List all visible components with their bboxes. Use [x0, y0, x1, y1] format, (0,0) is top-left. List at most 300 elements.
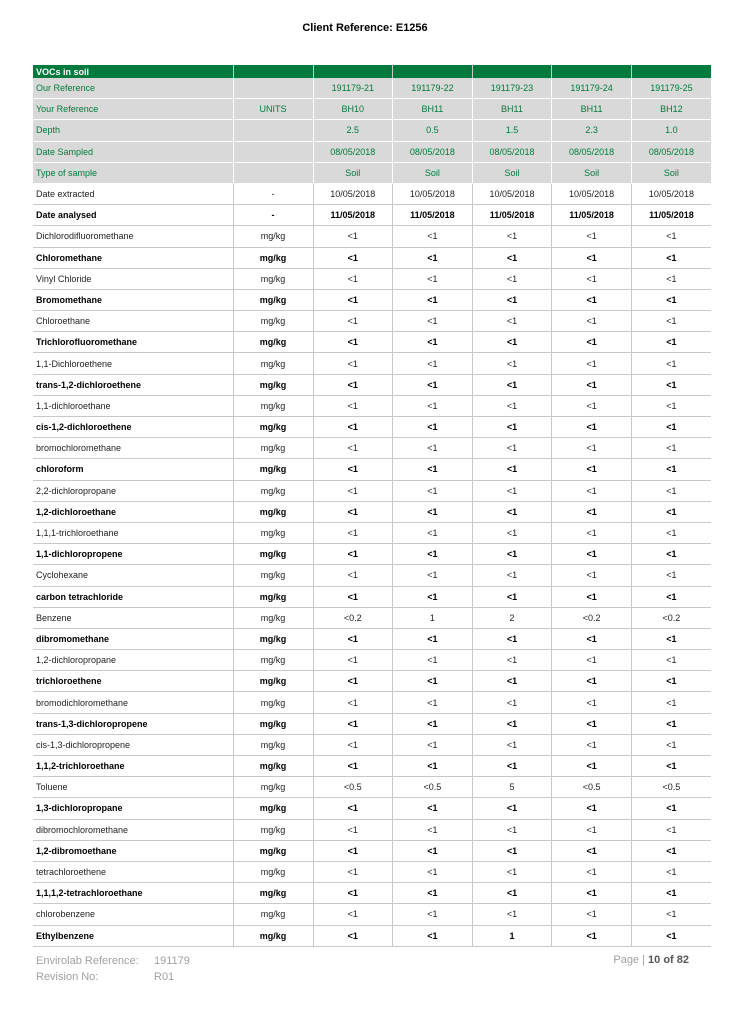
sample-value: 191179-21: [313, 78, 393, 99]
row-units: [233, 162, 313, 183]
sample-value: <1: [552, 713, 632, 734]
sample-value: <1: [313, 904, 393, 925]
sample-value: <1: [631, 438, 711, 459]
sample-value: <1: [393, 692, 473, 713]
sample-value: 2.5: [313, 120, 393, 141]
sample-value: 0.5: [393, 120, 473, 141]
sample-value: <1: [393, 459, 473, 480]
sample-value: <1: [472, 904, 552, 925]
sample-value: <1: [631, 692, 711, 713]
sample-value: <1: [313, 353, 393, 374]
sample-value: <1: [472, 332, 552, 353]
sample-value: <1: [472, 395, 552, 416]
sample-value: <1: [631, 713, 711, 734]
row-units: mg/kg: [233, 840, 313, 861]
sample-value: Soil: [313, 162, 393, 183]
row-units: mg/kg: [233, 395, 313, 416]
table-row: [33, 883, 711, 904]
row-label: Chloromethane: [33, 247, 233, 268]
sample-value: <1: [393, 671, 473, 692]
sample-value: <1: [393, 311, 473, 332]
sample-value: <1: [631, 671, 711, 692]
sample-value: <1: [552, 522, 632, 543]
table-row: [33, 628, 711, 649]
table-row: [33, 544, 711, 565]
row-units: mg/kg: [233, 713, 313, 734]
row-label: Cyclohexane: [33, 565, 233, 586]
sample-value: <1: [552, 650, 632, 671]
sample-value: 08/05/2018: [631, 141, 711, 162]
table-row: [33, 226, 711, 247]
sample-value: <1: [393, 417, 473, 438]
section-title: VOCs in soil: [33, 65, 233, 78]
table-row: [33, 268, 711, 289]
sample-value: 1: [393, 607, 473, 628]
sample-value: <1: [552, 819, 632, 840]
sample-value: 2: [472, 607, 552, 628]
sample-value: <0.2: [313, 607, 393, 628]
row-units: mg/kg: [233, 353, 313, 374]
row-units: mg/kg: [233, 268, 313, 289]
sample-value: <1: [313, 417, 393, 438]
table-row: [33, 459, 711, 480]
table-row: [33, 332, 711, 353]
sample-value: <1: [552, 586, 632, 607]
sample-value: <1: [313, 628, 393, 649]
sample-value: <1: [631, 459, 711, 480]
sample-value: 1.0: [631, 120, 711, 141]
table-row: [33, 777, 711, 798]
table-row: [33, 713, 711, 734]
row-label: Chloroethane: [33, 311, 233, 332]
sample-value: <1: [313, 650, 393, 671]
row-units: mg/kg: [233, 565, 313, 586]
table-row: [33, 289, 711, 310]
sample-value: <1: [393, 565, 473, 586]
row-label: Vinyl Chloride: [33, 268, 233, 289]
table-row: [33, 438, 711, 459]
sample-value: <1: [313, 226, 393, 247]
sample-value: <1: [393, 268, 473, 289]
sample-value: <1: [631, 268, 711, 289]
row-label: 1,2-dibromoethane: [33, 840, 233, 861]
header-row: [33, 99, 711, 120]
row-units: mg/kg: [233, 650, 313, 671]
sample-value: <1: [552, 311, 632, 332]
table-row: [33, 417, 711, 438]
sample-value: 5: [472, 777, 552, 798]
sample-value: <1: [552, 395, 632, 416]
row-label: 1,1-Dichloroethene: [33, 353, 233, 374]
table-row: [33, 183, 711, 204]
table-row: [33, 734, 711, 755]
row-label: Bromomethane: [33, 289, 233, 310]
row-units: mg/kg: [233, 819, 313, 840]
sample-value: <1: [313, 692, 393, 713]
row-label: trans-1,3-dichloropropene: [33, 713, 233, 734]
row-label: bromochloromethane: [33, 438, 233, 459]
row-units: mg/kg: [233, 247, 313, 268]
sample-value: <1: [472, 692, 552, 713]
row-units: mg/kg: [233, 459, 313, 480]
row-units: mg/kg: [233, 883, 313, 904]
sample-value: <1: [552, 289, 632, 310]
sample-value: <1: [631, 650, 711, 671]
row-units: [233, 120, 313, 141]
sample-value: <1: [472, 544, 552, 565]
row-label: trichloroethene: [33, 671, 233, 692]
table-row: [33, 586, 711, 607]
sample-value: <0.5: [393, 777, 473, 798]
revision-line: [36, 969, 190, 985]
sample-value: <1: [313, 883, 393, 904]
sample-value: BH12: [631, 99, 711, 120]
row-label: dibromochloromethane: [33, 819, 233, 840]
sample-value: <1: [313, 861, 393, 882]
results-table: [33, 65, 711, 947]
sample-value: <1: [472, 565, 552, 586]
sample-value: 08/05/2018: [472, 141, 552, 162]
table-row: [33, 395, 711, 416]
sample-value: <1: [631, 628, 711, 649]
sample-value: <1: [631, 798, 711, 819]
sample-value: <1: [631, 480, 711, 501]
sample-value: <1: [631, 861, 711, 882]
row-label: bromodichloromethane: [33, 692, 233, 713]
sample-value: <1: [472, 734, 552, 755]
sample-value: <1: [313, 734, 393, 755]
sample-value: 10/05/2018: [313, 183, 393, 204]
sample-value: <1: [552, 226, 632, 247]
sample-value: <1: [631, 904, 711, 925]
row-label: Ethylbenzene: [33, 925, 233, 946]
sample-value: <1: [631, 819, 711, 840]
sample-value: <1: [552, 925, 632, 946]
sample-value: <1: [313, 671, 393, 692]
row-units: mg/kg: [233, 522, 313, 543]
sample-value: <1: [552, 501, 632, 522]
sample-value: <1: [313, 713, 393, 734]
sample-value: <1: [472, 819, 552, 840]
row-units: mg/kg: [233, 756, 313, 777]
sample-value: <1: [552, 692, 632, 713]
sample-value: <1: [631, 395, 711, 416]
row-units: mg/kg: [233, 861, 313, 882]
sample-value: <0.5: [552, 777, 632, 798]
client-reference: Client Reference: E1256: [302, 22, 428, 34]
sample-value: <1: [631, 353, 711, 374]
table-row: [33, 247, 711, 268]
sample-value: <1: [552, 861, 632, 882]
sample-value: <1: [472, 501, 552, 522]
sample-value: <1: [552, 438, 632, 459]
results-table-body: [33, 65, 711, 946]
sample-value: <1: [393, 861, 473, 882]
sample-value: <1: [472, 353, 552, 374]
row-label: Type of sample: [33, 162, 233, 183]
sample-value: <1: [313, 798, 393, 819]
sample-value: <1: [472, 522, 552, 543]
sample-value: <1: [552, 247, 632, 268]
sample-value: <1: [631, 374, 711, 395]
revision-label: Revision No:: [36, 971, 99, 983]
sample-value: <1: [313, 819, 393, 840]
row-label: Your Reference: [33, 99, 233, 120]
sample-value: <1: [472, 628, 552, 649]
sample-value: <1: [472, 671, 552, 692]
section-spacer: [552, 65, 632, 78]
sample-value: <1: [472, 438, 552, 459]
row-units: mg/kg: [233, 734, 313, 755]
sample-value: BH10: [313, 99, 393, 120]
row-units: mg/kg: [233, 777, 313, 798]
row-label: Date extracted: [33, 183, 233, 204]
row-label: Depth: [33, 120, 233, 141]
section-spacer: [631, 65, 711, 78]
sample-value: <1: [393, 628, 473, 649]
envirolab-reference-line: [36, 953, 190, 969]
table-row: [33, 756, 711, 777]
sample-value: <1: [552, 374, 632, 395]
row-units: mg/kg: [233, 628, 313, 649]
row-units: -: [233, 183, 313, 204]
row-units: mg/kg: [233, 904, 313, 925]
sample-value: <1: [393, 374, 473, 395]
sample-value: <1: [313, 268, 393, 289]
sample-value: <1: [313, 459, 393, 480]
sample-value: 191179-22: [393, 78, 473, 99]
sample-value: <1: [631, 565, 711, 586]
sample-value: <1: [393, 438, 473, 459]
sample-value: BH11: [472, 99, 552, 120]
row-units: mg/kg: [233, 925, 313, 946]
sample-value: <1: [631, 756, 711, 777]
row-label: chloroform: [33, 459, 233, 480]
sample-value: <1: [631, 289, 711, 310]
sample-value: <1: [552, 671, 632, 692]
sample-value: 1.5: [472, 120, 552, 141]
sample-value: <1: [313, 840, 393, 861]
sample-value: <1: [393, 480, 473, 501]
sample-value: <1: [393, 586, 473, 607]
row-units: mg/kg: [233, 311, 313, 332]
row-label: 1,3-dichloropropane: [33, 798, 233, 819]
row-label: 2,2-dichloropropane: [33, 480, 233, 501]
sample-value: <1: [472, 883, 552, 904]
sample-value: <1: [393, 904, 473, 925]
sample-value: <1: [393, 544, 473, 565]
row-units: mg/kg: [233, 798, 313, 819]
row-label: Our Reference: [33, 78, 233, 99]
sample-value: <1: [393, 925, 473, 946]
sample-value: <1: [631, 883, 711, 904]
table-row: [33, 671, 711, 692]
sample-value: <1: [631, 501, 711, 522]
row-label: Date Sampled: [33, 141, 233, 162]
table-row: [33, 861, 711, 882]
sample-value: Soil: [552, 162, 632, 183]
sample-value: <1: [472, 417, 552, 438]
sample-value: <1: [313, 395, 393, 416]
page-value: 10 of 82: [648, 954, 689, 966]
row-label: 1,1,1,2-tetrachloroethane: [33, 883, 233, 904]
header-row: [33, 162, 711, 183]
sample-value: <1: [393, 883, 473, 904]
sample-value: <1: [631, 226, 711, 247]
row-units: mg/kg: [233, 671, 313, 692]
sample-value: <1: [313, 374, 393, 395]
row-units: mg/kg: [233, 544, 313, 565]
sample-value: <1: [631, 417, 711, 438]
sample-value: 08/05/2018: [552, 141, 632, 162]
sample-value: 10/05/2018: [393, 183, 473, 204]
row-label: 1,1-dichloropropene: [33, 544, 233, 565]
sample-value: <1: [631, 311, 711, 332]
sample-value: Soil: [472, 162, 552, 183]
row-label: tetrachloroethene: [33, 861, 233, 882]
page-label: Page |: [613, 954, 645, 966]
sample-value: <1: [472, 289, 552, 310]
sample-value: <1: [313, 522, 393, 543]
row-units: mg/kg: [233, 586, 313, 607]
header-row: [33, 78, 711, 99]
section-spacer: [233, 65, 313, 78]
sample-value: <1: [313, 438, 393, 459]
sample-value: <1: [631, 522, 711, 543]
sample-value: <1: [631, 586, 711, 607]
row-label: Date analysed: [33, 205, 233, 226]
sample-value: 191179-24: [552, 78, 632, 99]
sample-value: <1: [552, 417, 632, 438]
sample-value: <1: [393, 819, 473, 840]
sample-value: <1: [393, 713, 473, 734]
sample-value: <1: [472, 756, 552, 777]
sample-value: <1: [393, 395, 473, 416]
table-row: [33, 501, 711, 522]
sample-value: 11/05/2018: [472, 205, 552, 226]
sample-value: <1: [313, 565, 393, 586]
sample-value: <1: [472, 311, 552, 332]
envirolab-reference-label: Envirolab Reference:: [36, 955, 139, 967]
row-label: dibromomethane: [33, 628, 233, 649]
sample-value: 08/05/2018: [393, 141, 473, 162]
sample-value: BH11: [393, 99, 473, 120]
section-header-row: [33, 65, 711, 78]
sample-value: <1: [552, 332, 632, 353]
revision-value: R01: [154, 971, 175, 983]
sample-value: 191179-25: [631, 78, 711, 99]
row-label: chlorobenzene: [33, 904, 233, 925]
sample-value: <1: [313, 247, 393, 268]
sample-value: <1: [472, 480, 552, 501]
sample-value: <1: [472, 226, 552, 247]
sample-value: BH11: [552, 99, 632, 120]
sample-value: <1: [552, 565, 632, 586]
sample-value: <1: [631, 332, 711, 353]
sample-value: Soil: [631, 162, 711, 183]
row-label: 1,1-dichloroethane: [33, 395, 233, 416]
row-units: mg/kg: [233, 692, 313, 713]
row-label: Dichlorodifluoromethane: [33, 226, 233, 247]
sample-value: <1: [552, 268, 632, 289]
header-row: [33, 141, 711, 162]
sample-value: <1: [313, 480, 393, 501]
table-row: [33, 565, 711, 586]
row-units: mg/kg: [233, 374, 313, 395]
sample-value: <1: [313, 289, 393, 310]
sample-value: <1: [393, 756, 473, 777]
sample-value: Soil: [393, 162, 473, 183]
sample-value: <1: [631, 925, 711, 946]
sample-value: <0.2: [631, 607, 711, 628]
table-row: [33, 692, 711, 713]
sample-value: <1: [313, 311, 393, 332]
sample-value: 08/05/2018: [313, 141, 393, 162]
row-units: mg/kg: [233, 226, 313, 247]
sample-value: 10/05/2018: [631, 183, 711, 204]
row-label: 1,1,1-trichloroethane: [33, 522, 233, 543]
sample-value: <1: [313, 586, 393, 607]
sample-value: <1: [631, 734, 711, 755]
sample-value: <1: [393, 798, 473, 819]
sample-value: <1: [393, 226, 473, 247]
sample-value: 11/05/2018: [313, 205, 393, 226]
sample-value: <0.2: [552, 607, 632, 628]
sample-value: <1: [472, 840, 552, 861]
table-row: [33, 311, 711, 332]
row-units: mg/kg: [233, 607, 313, 628]
sample-value: <1: [393, 247, 473, 268]
sample-value: <1: [631, 247, 711, 268]
table-row: [33, 840, 711, 861]
row-units: -: [233, 205, 313, 226]
table-row: [33, 522, 711, 543]
sample-value: <1: [552, 734, 632, 755]
sample-value: <1: [472, 374, 552, 395]
table-row: [33, 607, 711, 628]
sample-value: <1: [552, 798, 632, 819]
sample-value: <1: [313, 925, 393, 946]
table-row: [33, 904, 711, 925]
table-row: [33, 374, 711, 395]
sample-value: <1: [313, 501, 393, 522]
sample-value: <1: [552, 883, 632, 904]
row-label: Benzene: [33, 607, 233, 628]
envirolab-reference-value: 191179: [154, 955, 190, 967]
sample-value: <1: [393, 332, 473, 353]
row-units: mg/kg: [233, 480, 313, 501]
table-row: [33, 798, 711, 819]
sample-value: <1: [472, 798, 552, 819]
sample-value: 10/05/2018: [472, 183, 552, 204]
header-row: [33, 120, 711, 141]
row-units: mg/kg: [233, 417, 313, 438]
sample-value: <1: [552, 353, 632, 374]
sample-value: <1: [472, 247, 552, 268]
sample-value: 191179-23: [472, 78, 552, 99]
row-units: mg/kg: [233, 332, 313, 353]
sample-value: <0.5: [631, 777, 711, 798]
sample-value: 10/05/2018: [552, 183, 632, 204]
sample-value: <0.5: [313, 777, 393, 798]
sample-value: 1: [472, 925, 552, 946]
row-units: [233, 141, 313, 162]
table-row: [33, 650, 711, 671]
table-row: [33, 819, 711, 840]
row-units: [233, 78, 313, 99]
sample-value: <1: [472, 268, 552, 289]
sample-value: <1: [472, 713, 552, 734]
